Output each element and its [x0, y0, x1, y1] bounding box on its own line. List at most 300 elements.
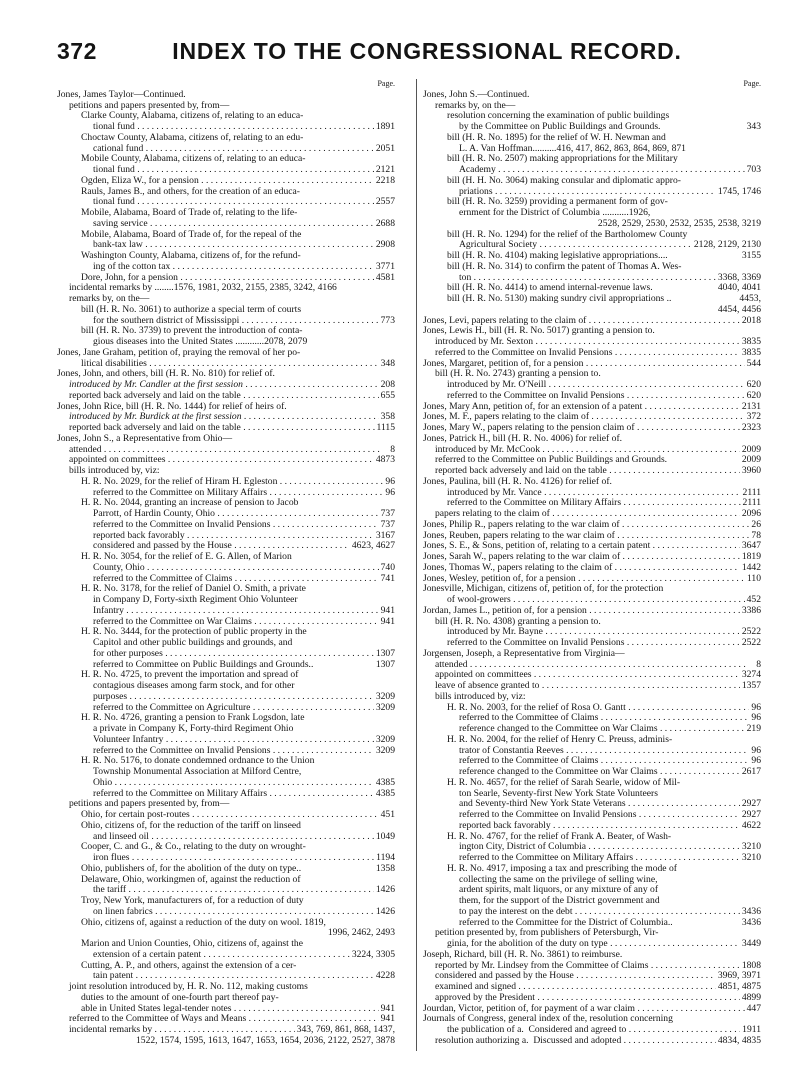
index-entry [57, 982, 395, 993]
dot-leader [149, 832, 374, 843]
index-entry [57, 907, 395, 918]
entry-text: ardent spirits, malt liquors, or any mixture of any of [459, 885, 659, 896]
entry-page: 1426 [375, 885, 395, 896]
index-entry [423, 1036, 761, 1047]
index-entry [423, 101, 761, 112]
entry-text: Clarke County, Alabama, citizens of, relating to an educa- [81, 111, 304, 122]
entry-text: Township Monumental Association at Milford Centre, [93, 767, 302, 777]
index-entry [423, 885, 761, 896]
entry-text: purposes [93, 691, 128, 702]
entry-text: gious diseases into the United States ............2078, 2079 [93, 337, 308, 347]
dot-leader [199, 176, 374, 187]
entry-text: Agricultural Society [459, 240, 538, 251]
dot-leader [178, 273, 374, 284]
index-entry [423, 219, 761, 230]
entry-text: referred to the Committee on Invalid Pensions [93, 745, 271, 756]
entry-text: attended [69, 444, 102, 455]
entry-text: introduced by Mr. Bayne [447, 627, 543, 638]
entry-text: Jones, Levi, papers relating to the claim of [423, 315, 587, 326]
index-entry [57, 595, 395, 606]
index-entry [57, 703, 395, 714]
dot-leader [607, 466, 740, 477]
dot-leader [147, 359, 379, 370]
index-entry [423, 864, 761, 875]
entry-page: 1307 [375, 659, 395, 670]
dot-leader [626, 799, 740, 810]
dot-leader [624, 391, 744, 402]
entry-text: Ohio, citizens of, against a reduction of the duty on wool. 1819, [81, 917, 326, 928]
entry-page: 3210 [741, 853, 761, 863]
entry-page: 3960 [741, 466, 761, 476]
entry-page: 447 [746, 1003, 761, 1014]
right-entries [423, 90, 761, 1047]
index-entry [423, 498, 761, 509]
entry-text: reference changed to the Committee on War Claims [459, 767, 658, 777]
index-entry [57, 928, 395, 939]
index-entry [57, 1025, 395, 1036]
entry-page: 219 [746, 724, 761, 734]
index-entry [57, 176, 395, 187]
index-entry [57, 122, 395, 133]
entry-text: and linseed oil [93, 831, 149, 842]
index-entry [57, 326, 395, 337]
index-entry [423, 176, 761, 187]
entry-text: ton Searle, Seventy-first New York State Volunteers [459, 788, 658, 799]
entry-text: Choctaw County, Alabama, citizens of, relating to an edu- [81, 132, 304, 143]
index-entry [423, 1025, 761, 1036]
entry-text: H. R. No. 2003, for the relief of Rosa O. Gantt [447, 702, 626, 713]
index-entry [57, 509, 395, 520]
entry-text: Dore, John, for a pension [81, 272, 178, 283]
entry-text: tional fund [93, 197, 135, 208]
dot-leader [615, 531, 750, 542]
dot-leader [124, 606, 379, 617]
dot-leader [153, 907, 374, 918]
entry-text: Jones, John Rice, bill (H. R. No. 1444) for relief of heirs of. [57, 401, 287, 412]
entry-text: 2528, 2529, 2530, 2532, 2535, 2538, 3219 [597, 218, 761, 229]
index-entry [423, 455, 761, 466]
entry-text: Ogden, Eliza W., for a pension [81, 175, 199, 186]
entry-page: 3209 [375, 734, 395, 745]
index-entry [423, 552, 761, 563]
entry-page: 941 [380, 616, 395, 627]
index-entry [57, 627, 395, 638]
dot-leader [493, 187, 716, 198]
entry-page: 773 [380, 315, 395, 326]
index-entry [423, 509, 761, 520]
index-entry [57, 1014, 395, 1025]
entry-page: 3209 [375, 745, 395, 756]
dot-leader [598, 713, 749, 724]
entry-text: bills introduced by, viz: [435, 691, 526, 702]
index-entry [423, 488, 761, 499]
entry-page: 2617 [741, 767, 761, 777]
index-entry [57, 971, 395, 982]
entry-text: Parrott, of Hardin County, Ohio [93, 509, 215, 519]
index-entry [423, 380, 761, 391]
entry-text: referred to the Committee on Public Buildings and Grounds. [435, 455, 668, 466]
entry-text: Jones, Patrick H., bill (H. R. No. 4006) for relief of. [423, 433, 623, 444]
index-entry [423, 337, 761, 348]
index-entry [57, 885, 395, 896]
entry-text: reported by Mr. Lindsey from the Committee of Claims [435, 960, 649, 971]
entry-text: Jourdan, Victor, petition of, for payment of a war claim [423, 1003, 635, 1014]
entry-text: Ohio, citizens of, for the reduction of the tariff on linseed [81, 820, 301, 831]
index-entry [423, 251, 761, 262]
entry-page: 620 [746, 390, 761, 401]
entry-text: in Company D, Forty-sixth Regiment Ohio Volunteer [93, 595, 298, 605]
dot-leader [277, 477, 383, 488]
index-entry [57, 842, 395, 853]
entry-page: 3274 [741, 670, 761, 681]
index-entry [57, 767, 395, 778]
entry-text: Jones, Philip R., papers relating to the war claim of [423, 519, 620, 530]
entry-page: 3436 [741, 906, 761, 917]
index-entry [423, 842, 761, 853]
entry-page: 3835 [741, 347, 761, 358]
index-entry [423, 810, 761, 821]
index-entry [423, 799, 761, 810]
dot-leader [127, 692, 374, 703]
index-entry [57, 251, 395, 262]
index-entry [57, 240, 395, 251]
index-entry [57, 670, 395, 681]
dot-leader [170, 262, 374, 273]
entry-text: ernment for the District of Columbia ...........1926, [459, 208, 651, 218]
entry-text: referred to the Committee of Ways and Means [69, 1014, 247, 1025]
entry-page: 1891 [375, 122, 395, 132]
entry-text: reported back adversely and laid on the table [69, 390, 241, 401]
dot-leader [658, 767, 740, 778]
dot-leader [201, 950, 350, 961]
entry-page: 3647 [741, 541, 761, 552]
entry-page: 1358 [375, 863, 395, 874]
index-entry [57, 101, 395, 112]
entry-text: Jones, Paulina, bill (H. R. No. 4126) for relief of. [423, 476, 612, 487]
entry-text: Washington County, Alabama, citizens of, for the refund- [81, 251, 301, 261]
entry-page: 3167 [375, 530, 395, 541]
entry-page: 1357 [741, 681, 761, 691]
dot-leader [586, 316, 740, 327]
index-entry [57, 294, 395, 305]
dot-leader [135, 197, 374, 208]
dot-leader [621, 1036, 716, 1047]
dot-leader [267, 488, 383, 499]
entry-text: for the southern district of Mississippi [93, 315, 240, 326]
entry-page: 110 [746, 573, 761, 584]
entry-text: Infantry [93, 605, 124, 616]
entry-page: 2018 [741, 315, 761, 326]
entry-page: 2009 [741, 455, 761, 466]
index-entry [57, 520, 395, 531]
index-entry [423, 746, 761, 757]
entry-text: appointed on committees [69, 455, 166, 466]
index-entry [57, 993, 395, 1004]
dot-leader [648, 961, 739, 972]
dot-leader [636, 810, 739, 821]
entry-text: introduced by Mr. Burdick at the first session [69, 412, 242, 423]
entry-text: referred to the Committee on Invalid Pensions [447, 390, 625, 401]
dot-leader [270, 746, 373, 757]
index-entry [57, 810, 395, 821]
index-entry [57, 455, 395, 466]
index-entry [423, 520, 761, 531]
entry-text: referred to the Committee on Invalid Pensions [93, 519, 271, 530]
entry-text: on linen fabrics [93, 906, 153, 917]
index-entry [423, 445, 761, 456]
entry-text: H. R. No. 4767, for the relief of Frank A. Beater, of Wash- [447, 831, 672, 842]
entry-text: Jones, Sarah W., papers relating to the war claim of [423, 552, 621, 562]
index-entry [57, 832, 395, 843]
entry-page: 343 [746, 122, 761, 132]
entry-text: petitions and papers presented by, from— [69, 799, 230, 810]
entry-page: 1819 [741, 552, 761, 562]
dot-leader [612, 348, 739, 359]
dot-leader [152, 1025, 295, 1036]
dot-leader [624, 638, 739, 649]
index-entry [423, 230, 761, 241]
dot-leader [468, 660, 755, 671]
dot-leader [589, 412, 745, 423]
dot-leader [539, 681, 739, 692]
index-entry [423, 756, 761, 767]
entry-text: referred to the Committee of Claims [93, 573, 233, 584]
entry-text: duties to the amount of one-fourth part thereof pay- [81, 992, 279, 1003]
entry-page: 1911 [742, 1025, 761, 1035]
entry-page: 3368, 3369 [717, 272, 761, 283]
entry-page: 96 [385, 487, 395, 498]
entry-page: 2927 [741, 799, 761, 810]
entry-page: 372 [746, 412, 761, 423]
entry-text: referred to the Committee on Invalid Pensions [447, 638, 625, 648]
entry-page: 4873 [375, 455, 395, 466]
index-entry [423, 606, 761, 617]
entry-text: litical disabilities [81, 358, 147, 369]
entry-text: bills introduced by, viz: [69, 466, 160, 476]
dot-leader [583, 359, 744, 370]
index-entry [57, 402, 395, 413]
entry-text: H. R. No. 4657, for the relief of Sarah Searle, widow of Mil- [447, 777, 681, 788]
index-entry [423, 144, 761, 155]
dot-leader [626, 703, 750, 714]
dot-leader [135, 122, 374, 133]
entry-text: Jones, Mary Ann, petition of, for an extension of a patent [423, 401, 643, 412]
index-entry [57, 359, 395, 370]
entry-text: Mobile, Alabama, Board of Trade of, relating to the life- [81, 208, 298, 218]
entry-page: 2111 [742, 487, 761, 498]
entry-text: referred to the Committee for the District of Columbia.. [459, 917, 673, 928]
index-entry [57, 660, 395, 671]
dot-leader [635, 1004, 745, 1015]
index-entry [57, 950, 395, 961]
entry-page: 4834, 4835 [717, 1035, 761, 1046]
dot-leader [650, 541, 740, 552]
index-entry [423, 907, 761, 918]
dot-leader [163, 735, 373, 746]
index-entry [57, 918, 395, 929]
index-entry [423, 660, 761, 671]
index-entry [423, 359, 761, 370]
entry-text: Marion and Union Counties, Ohio, citizens of, against the [81, 939, 303, 949]
entry-page: 3835 [741, 337, 761, 347]
entry-page: 96 [751, 702, 761, 713]
dot-leader [642, 402, 740, 413]
entry-text: the publication of a. Considered and agreed to [447, 1025, 627, 1035]
index-entry [57, 638, 395, 649]
entry-text: Jones, John, and others, bill (H. R. No. 810) for relief of. [57, 369, 275, 380]
index-entry [57, 756, 395, 767]
index-entry [423, 208, 761, 219]
entry-text: Delaware, Ohio, workingmen of, against the reduction of [81, 874, 301, 885]
entry-text: H. R. No. 3054, for the relief of E. G. Allen, of Marion [81, 552, 292, 562]
entry-text: resolution authorizing a. Discussed and adopted [435, 1035, 622, 1046]
entry-page: 8 [390, 444, 395, 455]
entry-text: reported back adversely and laid on the table [69, 423, 241, 433]
index-entry [423, 853, 761, 864]
index-entry [57, 380, 395, 391]
dot-leader [165, 455, 373, 466]
entry-text: Jones, Mary W., papers relating to the pension claim of [423, 423, 635, 433]
entry-text: petitions and papers presented by, from— [69, 100, 230, 111]
dot-leader [252, 617, 379, 628]
dot-leader [586, 842, 740, 853]
entry-text: bill (H. R. No. 3061) to authorize a special term of courts [81, 304, 302, 315]
entry-page: 96 [751, 745, 761, 756]
entry-text: extension of a certain patent [93, 949, 202, 960]
entry-text: bill (H. R. No. 1895) for the relief of W. H. Newman and [447, 132, 666, 143]
entry-text: L. A. Van Hoffman..........416, 417, 862, 863, 864, 869, 871 [459, 143, 686, 154]
entry-text: tional fund [93, 122, 135, 132]
index-entry [423, 90, 761, 101]
dot-leader [598, 756, 749, 767]
entry-page: 4385 [375, 777, 395, 788]
index-entry [423, 724, 761, 735]
entry-text: Jones, M. F., papers relating to the claim of [423, 412, 590, 423]
entry-page: 3210 [741, 842, 761, 853]
left-column-heading: Page. [377, 79, 395, 88]
index-entry [423, 541, 761, 552]
entry-text: introduced by Mr. O'Neill [447, 380, 547, 390]
entry-page: 2688 [375, 218, 395, 229]
entry-text: of wool-growers [447, 595, 511, 605]
entry-text: referred to the Committee on Military Affairs [459, 853, 634, 863]
entry-text: H. R. No. 4726, granting a pension to Frank Logsdon, late [81, 713, 305, 724]
index-entry [423, 477, 761, 488]
entry-text: bill (H. H. No. 3064) making consular and diplomatic appro- [447, 175, 681, 186]
index-entry [423, 563, 761, 574]
entry-page: 3969, 3971 [717, 971, 761, 982]
entry-page: 2051 [375, 143, 395, 154]
index-entry [57, 273, 395, 284]
left-column [57, 79, 395, 1047]
entry-text: H. R. No. 5176, to donate condemned ordnance to the Union [81, 756, 315, 767]
entry-text: bank-tax law [93, 240, 143, 251]
entry-page: 544 [746, 358, 761, 369]
index-entry [423, 595, 761, 606]
dot-leader [612, 563, 740, 574]
dot-leader [533, 337, 740, 348]
dot-leader [112, 778, 374, 789]
entry-text: Jones, Margaret, petition of, for a pension [423, 358, 584, 369]
dot-leader [185, 531, 374, 542]
entry-text: introduced by Mr. Candler at the first session [69, 380, 243, 390]
index-entry [423, 627, 761, 638]
index-entry [57, 563, 395, 574]
entry-page: 4581 [375, 272, 395, 283]
dot-leader [133, 971, 374, 982]
index-entry [423, 617, 761, 628]
index-entry [57, 875, 395, 886]
index-entry [423, 531, 761, 542]
entry-text: Volunteer Infantry [93, 734, 164, 745]
entry-page: 343, 769, 861, 868, 1437, [296, 1025, 395, 1035]
dot-leader [215, 509, 379, 520]
index-entry [423, 165, 761, 176]
entry-text: Jones, Wesley, petition of, for a pension [423, 573, 576, 584]
entry-text: considered and passed by the House [435, 971, 574, 982]
index-entry [57, 316, 395, 327]
entry-page: 4228 [375, 971, 395, 982]
entry-text: Cutting, A. P., and others, against the extension of a cer- [81, 960, 297, 971]
index-entry [423, 316, 761, 327]
index-entry [423, 273, 761, 284]
index-entry [423, 670, 761, 681]
index-entry [57, 649, 395, 660]
entry-page: 941 [380, 605, 395, 616]
index-entry [57, 391, 395, 402]
entry-text: referred to the Committee on Invalid Pensions [459, 810, 637, 820]
dot-leader [531, 670, 739, 681]
entry-page: 1049 [375, 831, 395, 842]
entry-page: 2908 [375, 240, 395, 251]
entry-text: Jorgensen, Joseph, a Representative from Virginia— [423, 648, 625, 659]
entry-text: Jonesville, Michigan, citizens of, petition of, for the protection [423, 584, 664, 595]
entry-page: 3209 [375, 691, 395, 702]
dot-leader [516, 982, 716, 993]
index-entry [57, 283, 395, 294]
entry-page: 737 [380, 519, 395, 530]
entry-page: 703 [746, 165, 761, 175]
entry-text: 4454, 4456 [717, 304, 761, 315]
entry-text: 1996, 2462, 2493 [327, 928, 395, 939]
entry-page: 1194 [376, 853, 395, 863]
entry-text: priations [459, 186, 493, 197]
dot-leader [620, 520, 750, 531]
index-entry [57, 369, 395, 380]
index-entry [423, 950, 761, 961]
entry-text: referred to the Committee on Invalid Pensions [435, 347, 613, 358]
entry-text: Ohio, for certain post-routes [81, 810, 190, 820]
dot-leader [232, 574, 378, 585]
index-entry [57, 412, 395, 423]
index-entry [423, 369, 761, 380]
entry-text: introduced by Mr. Vance [447, 487, 542, 498]
entry-text: referred to Committee on Public Buildings and Grounds.. [93, 659, 314, 670]
index-entry [57, 305, 395, 316]
index-entry [57, 133, 395, 144]
index-entry [57, 617, 395, 628]
entry-page: 4453, [739, 294, 761, 304]
entry-page: 655 [380, 390, 395, 401]
entry-text: bill (H. R. No. 3259) providing a permanent form of gov- [447, 197, 668, 208]
page-number: 372 [57, 38, 97, 64]
entry-page: 2927 [741, 810, 761, 820]
entry-text: bill (H. R. No. 4308) granting a pension to. [435, 616, 601, 627]
entry-text: Jones, Jane Graham, petition of, praying the removal of her po- [57, 347, 301, 358]
entry-page: 2121 [375, 165, 395, 175]
dot-leader [270, 520, 378, 531]
entry-text: Journals of Congress, general index of the, resolution concerning [423, 1014, 673, 1025]
